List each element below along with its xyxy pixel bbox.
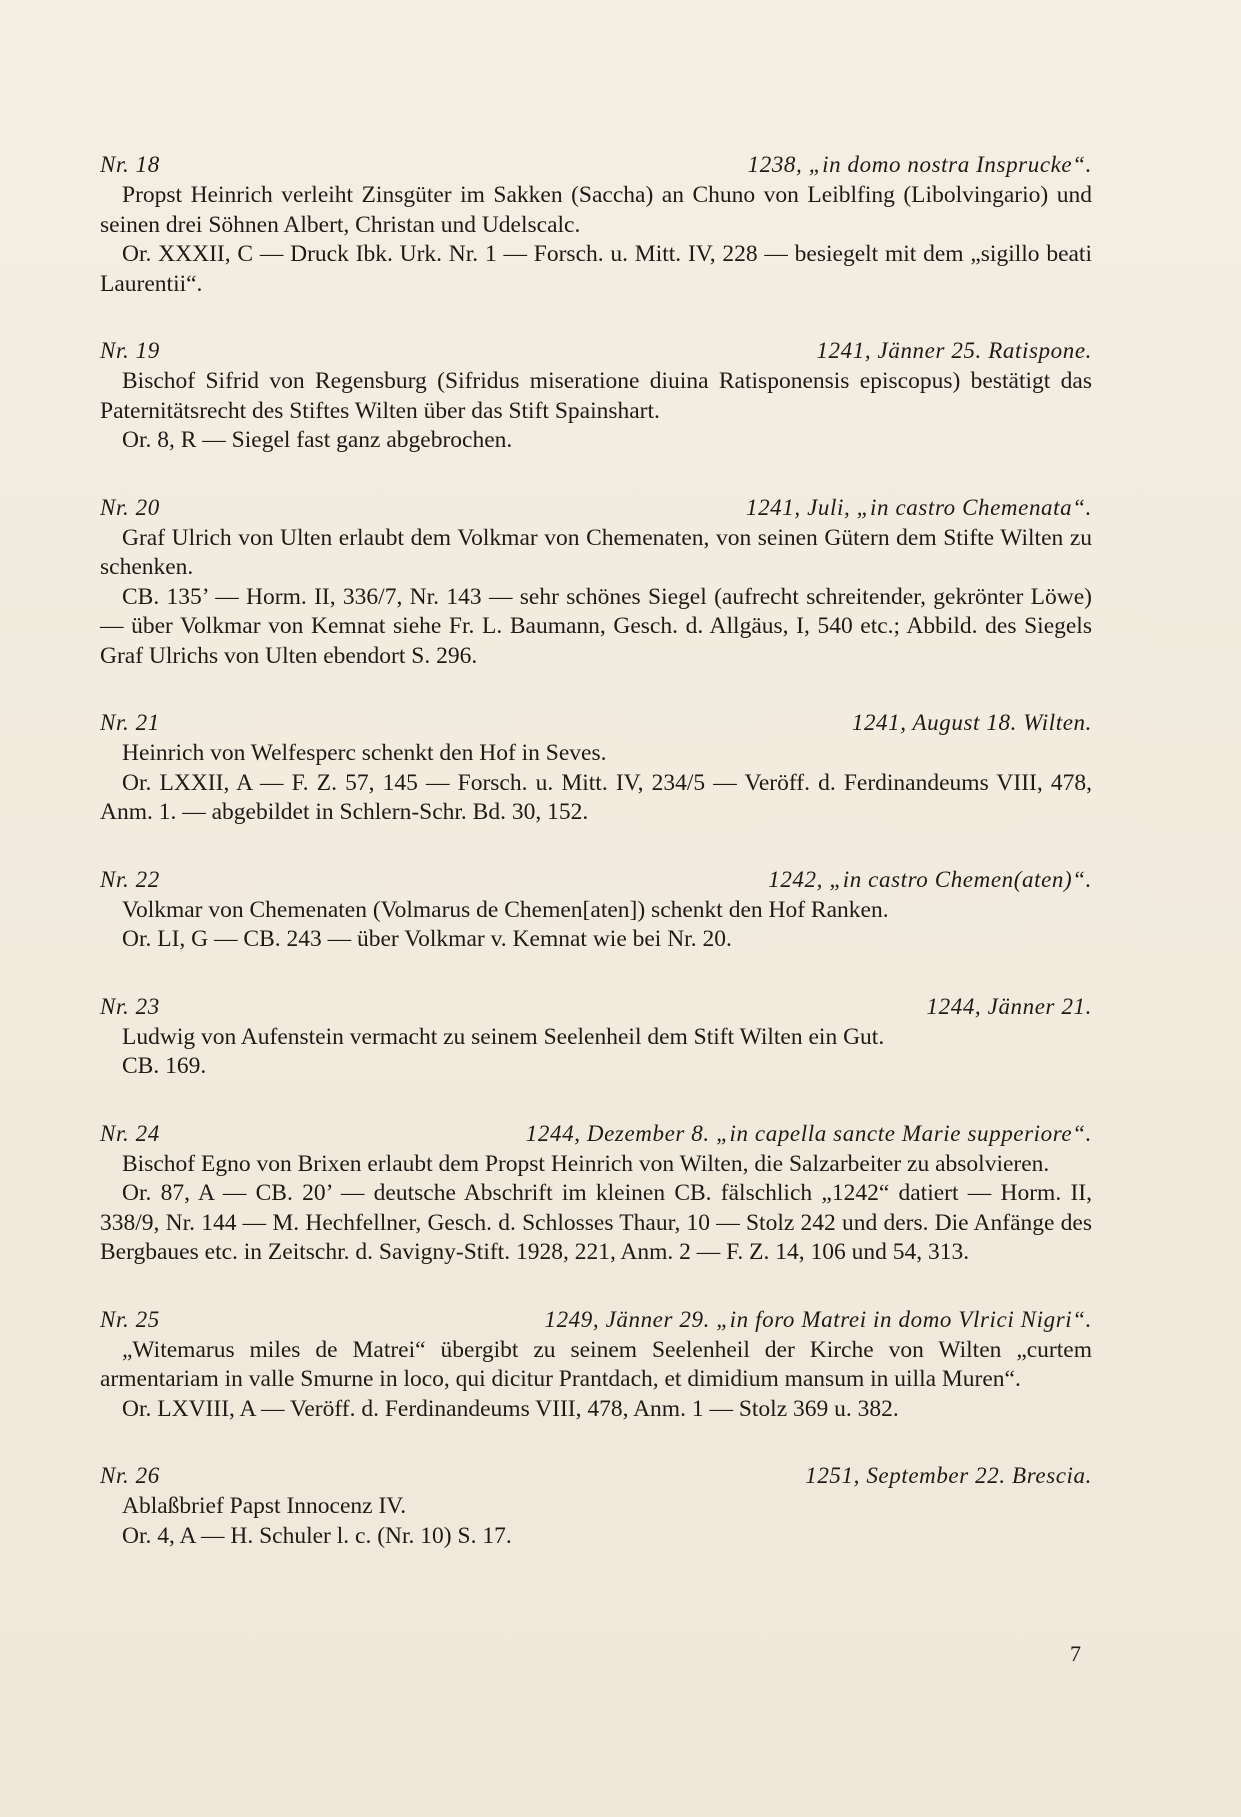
entry-number: Nr. 20 (100, 494, 160, 520)
entry-summary: Ablaßbrief Papst Innocenz IV. (122, 1493, 407, 1519)
entry-summary: Propst Heinrich verleiht Zinsgüter im Sakken (Saccha) an Chuno von Leiblfing (Libolvingario) und seinen drei Söhnen Albert, Christan und Udelscalc. (100, 182, 1092, 238)
entry-sources: Or. 8, R — Siegel fast ganz abgebrochen. (122, 427, 513, 453)
entry-sources: Or. XXXII, C — Druck Ibk. Urk. Nr. 1 — Forsch. u. Mitt. IV, 228 — besiegelt mit dem „sigillo beati Laurentii“. (100, 241, 1092, 297)
entry-number: Nr. 25 (100, 1306, 160, 1332)
entry-date-place: 1244, Jänner 21. (926, 993, 1092, 1019)
entry-list (100, 150, 1092, 1588)
entry-heading (100, 865, 1092, 894)
entry-heading (100, 1305, 1092, 1334)
entry-summary: Volkmar von Chemenaten (Volmarus de Chemen[aten]) schenkt den Hof Ranken. (122, 896, 889, 923)
entry-heading (100, 708, 1092, 737)
entry-number: Nr. 19 (100, 338, 160, 363)
entry-heading (100, 1119, 1092, 1148)
charter-entry (100, 493, 1092, 672)
entry-date-place: 1241, Jänner 25. Ratispone. (816, 338, 1092, 363)
entry-sources: CB. 169. (122, 1053, 207, 1079)
entry-date-place: 1241, August 18. Wilten. (851, 710, 1092, 735)
entry-summary: „Witemarus miles de Matrei“ übergibt zu seinem Seelenheil der Kirche von Wilten „curtem armentariam in valle Smurne in loco, qui dicitur Prantdach, et dimidium mansum in uilla Muren“. (100, 1336, 1092, 1392)
entry-sources: CB. 135’ — Horm. II, 336/7, Nr. 143 — sehr schönes Siegel (aufrecht schreitender, gekrönter Löwe) — über Volkmar von Kemnat siehe Fr. L. Baumann, Gesch. d. Allgäus, I, 540 etc.; Abbild. des Siegels Graf Ulrichs von Ulten ebendort S. 296. (100, 583, 1092, 669)
entry-sources: Or. 4, A — H. Schuler l. c. (Nr. 10) S. 17. (122, 1522, 512, 1549)
charter-entry (100, 1305, 1092, 1425)
charter-entry (100, 992, 1092, 1082)
entry-heading (100, 150, 1092, 179)
entry-date-place: 1251, September 22. Brescia. (805, 1463, 1092, 1488)
entry-date-place: 1242, „in castro Chemen(aten)“. (768, 866, 1092, 892)
entry-date-place: 1249, Jänner 29. „in foro Matrei in domo Vlrici Nigri“. (544, 1306, 1092, 1332)
charter-entry (100, 865, 1092, 955)
charter-entry (100, 1119, 1092, 1268)
entry-summary: Ludwig von Aufenstein vermacht zu seinem Seelenheil dem Stift Wilten ein Gut. (122, 1023, 885, 1050)
entry-heading (100, 336, 1092, 365)
entry-sources: Or. LI, G — CB. 243 — über Volkmar v. Kemnat wie bei Nr. 20. (122, 926, 732, 952)
entry-summary: Bischof Egno von Brixen erlaubt dem Propst Heinrich von Wilten, die Salzarbeiter zu absolvieren. (122, 1150, 1050, 1177)
entry-heading (100, 992, 1092, 1021)
entry-number: Nr. 21 (100, 710, 160, 735)
page-number: 7 (1070, 1641, 1081, 1666)
entry-sources: Or. LXVIII, A — Veröff. d. Ferdinandeums VIII, 478, Anm. 1 — Stolz 369 u. 382. (122, 1395, 899, 1422)
charter-entry (100, 336, 1092, 456)
entry-sources: Or. 87, A — CB. 20’ — deutsche Abschrift im kleinen CB. fälschlich „1242“ datiert — Horm. II, 338/9, Nr. 144 — M. Hechfellner, Gesch. d. Schlosses Thaur, 10 — Stolz 242 und ders. Die Anfänge des Bergbaues etc. in Zeitschr. d. Savigny-Stift. 1928, 221, Anm. 2 — F. Z. 14, 106 und 54, 313. (100, 1180, 1092, 1265)
entry-sources: Or. LXXII, A — F. Z. 57, 145 — Forsch. u. Mitt. IV, 234/5 — Veröff. d. Ferdinandeums VIII, 478, Anm. 1. — abgebildet in Schlern-Schr. Bd. 30, 152. (100, 769, 1092, 825)
entry-date-place: 1241, Juli, „in castro Chemenata“. (745, 494, 1092, 520)
entry-heading (100, 493, 1092, 522)
entry-number: Nr. 22 (100, 866, 160, 892)
charter-entry (100, 150, 1092, 299)
entry-number: Nr. 18 (100, 152, 160, 177)
entry-date-place: 1238, „in domo nostra Insprucke“. (747, 152, 1092, 177)
entry-summary: Heinrich von Welfesperc schenkt den Hof in Seves. (122, 740, 607, 766)
entry-summary: Bischof Sifrid von Regensburg (Sifridus miseratione diuina Ratisponensis episcopus) bestätigt das Paternitätsrecht des Stiftes Wilten über das Stift Spainshart. (100, 368, 1092, 424)
entry-number: Nr. 24 (100, 1120, 160, 1146)
entry-heading (100, 1461, 1092, 1490)
entry-date-place: 1244, Dezember 8. „in capella sancte Marie supperiore“. (525, 1120, 1092, 1146)
entry-number: Nr. 23 (100, 993, 160, 1019)
entry-number: Nr. 26 (100, 1463, 160, 1488)
charter-entry (100, 708, 1092, 828)
charter-entry (100, 1461, 1092, 1551)
entry-summary: Graf Ulrich von Ulten erlaubt dem Volkmar von Chemenaten, von seinen Gütern dem Stifte Wilten zu schenken. (100, 524, 1092, 580)
